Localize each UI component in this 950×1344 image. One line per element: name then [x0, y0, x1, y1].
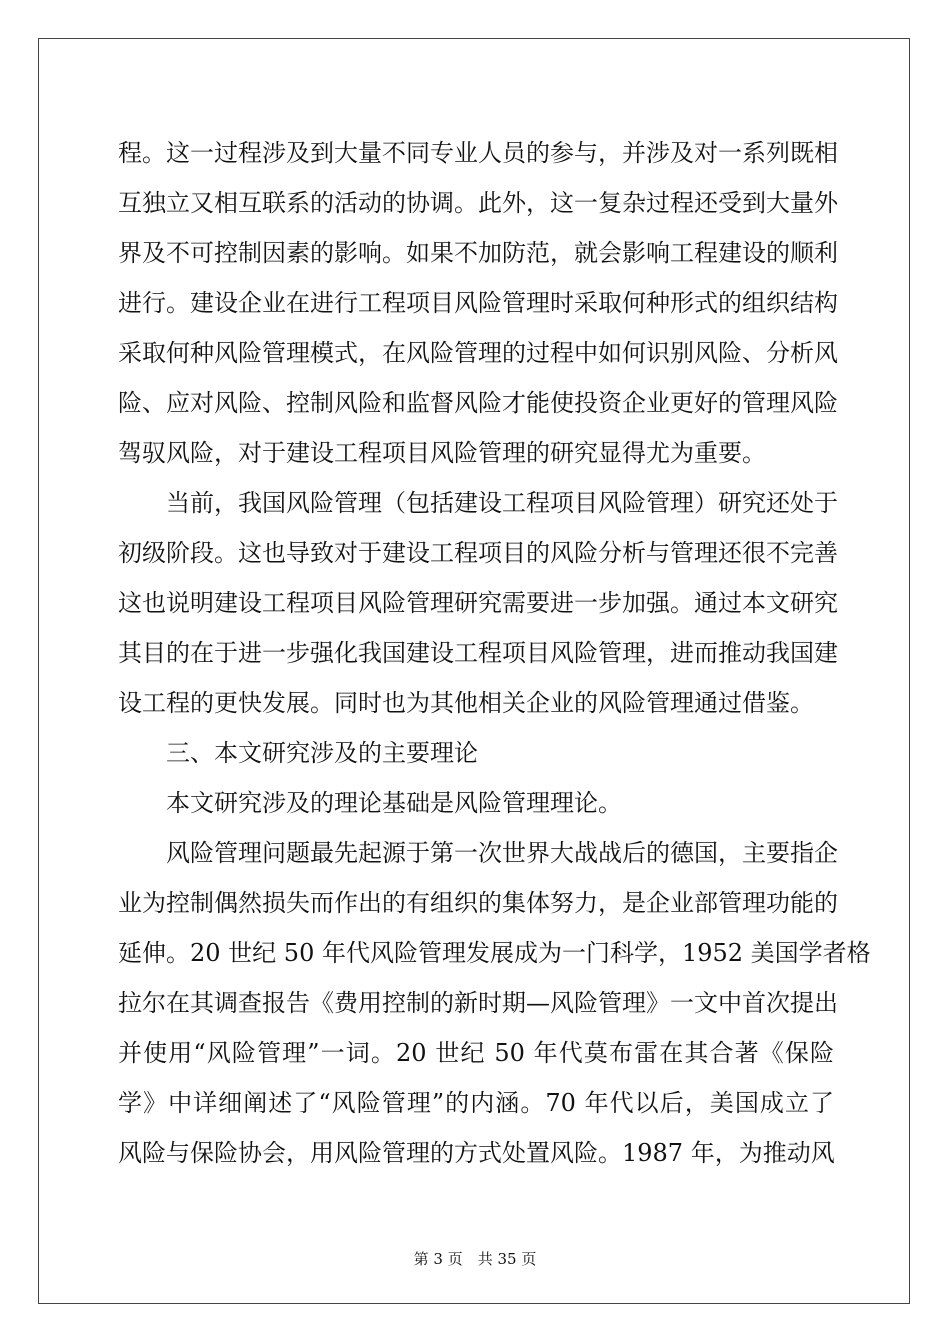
text-line: 风险管理问题最先起源于第一次世界大战战后的德国，主要指企	[166, 839, 838, 867]
text-line: 采取何种风险管理模式，在风险管理的过程中如何识别风险、分析风	[118, 339, 838, 367]
text-line: 初级阶段。这也导致对于建设工程项目的风险分析与管理还很不完善	[118, 539, 838, 567]
section-heading: 三、本文研究涉及的主要理论	[166, 739, 478, 767]
text-line: 进行。建设企业在进行工程项目风险管理时采取何种形式的组织结构	[118, 289, 838, 317]
text-line: 险、应对风险、控制风险和监督风险才能使投资企业更好的管理风险	[118, 389, 838, 417]
text-line: 互独立又相互联系的活动的协调。此外，这一复杂过程还受到大量外	[118, 189, 838, 217]
text-line: 其目的在于进一步强化我国建设工程项目风险管理，进而推动我国建	[118, 639, 838, 667]
text-line: 本文研究涉及的理论基础是风险管理理论。	[166, 789, 622, 817]
page-number-footer: 第 3 页 共 35 页	[413, 1250, 537, 1268]
text-line: 这也说明建设工程项目风险管理研究需要进一步加强。通过本文研究	[118, 589, 838, 617]
text-line: 界及不可控制因素的影响。如果不加防范，就会影响工程建设的顺利	[118, 239, 838, 267]
text-line: 延伸。20 世纪 50 年代风险管理发展成为一门科学，1952 美国学者格	[118, 939, 871, 967]
text-line: 程。这一过程涉及到大量不同专业人员的参与，并涉及对一系列既相	[118, 139, 838, 167]
text-line: 业为控制偶然损失而作出的有组织的集体努力，是企业部管理功能的	[118, 889, 838, 917]
text-line: 当前，我国风险管理（包括建设工程项目风险管理）研究还处于	[166, 489, 838, 517]
document-body	[118, 128, 871, 1178]
text-line: 风险与保险协会，用风险管理的方式处置风险。1987 年，为推动风	[118, 1139, 835, 1167]
text-line: 设工程的更快发展。同时也为其他相关企业的风险管理通过借鉴。	[118, 689, 814, 717]
text-line: 拉尔在其调查报告《费用控制的新时期—风险管理》一文中首次提出	[118, 989, 838, 1017]
text-line: 驾驭风险，对于建设工程项目风险管理的研究显得尤为重要。	[118, 439, 766, 467]
text-line: 并使用“风险管理”一词。20 世纪 50 年代莫布雷在其合著《保险	[118, 1039, 834, 1067]
text-line: 学》中详细阐述了“风险管理”的内涵。70 年代以后，美国成立了	[118, 1089, 834, 1117]
